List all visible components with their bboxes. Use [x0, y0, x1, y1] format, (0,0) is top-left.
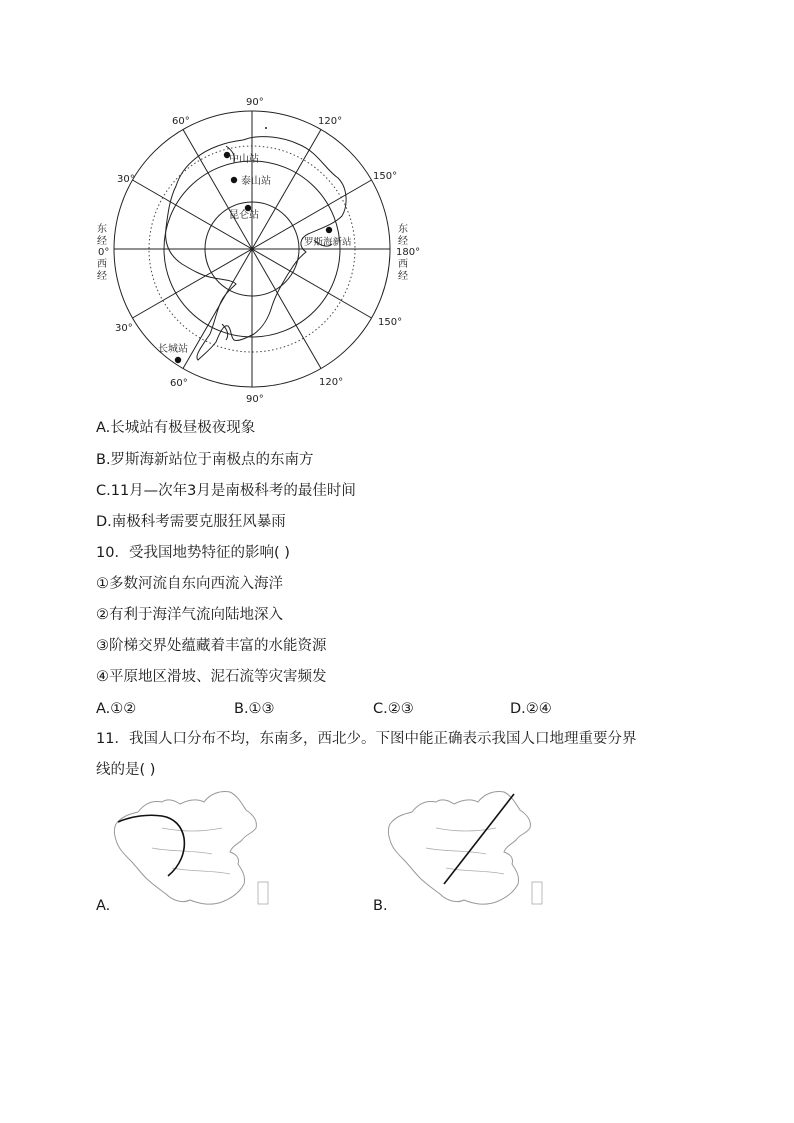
- taishan-dot: [231, 177, 237, 183]
- q10-item-2: ②有利于海洋气流向陆地深入: [96, 607, 283, 623]
- q10-item-3: ③阶梯交界处蕴藏着丰富的水能资源: [96, 638, 327, 654]
- q10-item-1: ①多数河流自东向西流入海洋: [96, 576, 283, 592]
- label-150-right: 150°: [373, 171, 398, 182]
- left-east-label: 东: [97, 224, 107, 235]
- china-map-option-a[interactable]: [112, 788, 272, 913]
- antarctic-polar-map: [86, 88, 426, 408]
- label-90-bottom: 90°: [246, 394, 264, 405]
- label-120-top-right: 120°: [318, 116, 343, 127]
- right-west-label: 西: [398, 259, 408, 270]
- q11-stem-line2: 线的是( ): [96, 762, 156, 778]
- label-60-top-left: 60°: [172, 116, 190, 127]
- label-30-bottom-left: 30°: [115, 323, 133, 334]
- q10-option-b[interactable]: B.①③: [234, 701, 275, 717]
- station-changcheng: 长城站: [158, 344, 188, 355]
- right-jing-label-1: 经: [398, 236, 408, 247]
- left-jing-label-1: 经: [97, 236, 107, 247]
- q10-option-d[interactable]: D.②④: [510, 701, 552, 717]
- q10-option-a[interactable]: A.①②: [96, 701, 137, 717]
- q10-option-c[interactable]: C.②③: [373, 701, 414, 717]
- q9-option-b[interactable]: B.罗斯海新站位于南极点的东南方: [96, 452, 314, 468]
- q11-option-a[interactable]: A.: [96, 898, 111, 914]
- q9-option-d[interactable]: D.南极科考需要克服狂风暴雨: [96, 514, 286, 530]
- china-outline-b: [389, 791, 531, 904]
- q11-stem-line1: 11．我国人口分布不均，东南多，西北少。下图中能正确表示我国人口地理重要分界: [96, 731, 637, 747]
- label-60-bottom-left: 60°: [170, 378, 188, 389]
- left-zero-label: 0°: [98, 247, 110, 258]
- label-30-left: 30°: [117, 174, 135, 185]
- q11-option-b[interactable]: B.: [373, 898, 388, 914]
- q10-stem: 10．受我国地势特征的影响( ): [96, 545, 290, 561]
- station-zhongshan: 中山站: [229, 154, 259, 165]
- left-jing-label-2: 经: [97, 271, 107, 282]
- label-120-bottom-right: 120°: [319, 377, 344, 388]
- q9-option-a[interactable]: A.长城站有极昼极夜现象: [96, 420, 256, 436]
- label-90-top: 90°: [246, 97, 264, 108]
- right-east-label: 东: [398, 224, 408, 235]
- right-jing-label-2: 经: [398, 271, 408, 282]
- label-150-bottom-right: 150°: [378, 317, 403, 328]
- station-luosihai: 罗斯海新站: [304, 237, 352, 248]
- china-map-option-b[interactable]: [386, 788, 546, 913]
- q10-item-4: ④平原地区滑坡、泥石流等灾害频发: [96, 669, 327, 685]
- boundary-line-b: [444, 794, 514, 884]
- station-kunlun: 昆仑站: [229, 210, 259, 221]
- china-outline-a: [115, 791, 257, 904]
- right-180-label: 180°: [396, 247, 421, 258]
- changcheng-dot: [175, 357, 181, 363]
- q9-option-c[interactable]: C.11月—次年3月是南极科考的最佳时间: [96, 483, 356, 499]
- luosihai-dot: [326, 227, 332, 233]
- antarctica-outline: [166, 137, 346, 360]
- boundary-curve-a: [118, 815, 184, 876]
- station-taishan: 泰山站: [241, 176, 271, 187]
- left-west-label: 西: [97, 259, 107, 270]
